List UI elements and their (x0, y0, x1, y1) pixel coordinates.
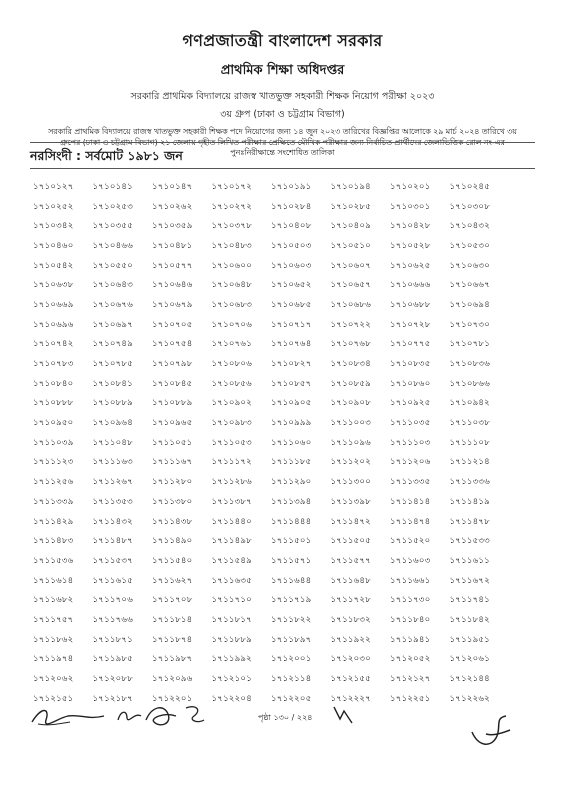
roll-number: ১৭১০২৭২ (211, 201, 252, 212)
roll-number: ১৭১০৬০৩ (271, 260, 312, 271)
roll-number: ১৭১০৬৮৩ (211, 299, 252, 310)
roll-number: ১৭১১৩৯৮ (330, 496, 371, 507)
roll-number: ১৭১০৭৬৮ (330, 339, 371, 350)
roll-number: ১৭১১৭৬৬ (92, 614, 133, 625)
roll-number: ১৭১২২০১ (152, 693, 193, 704)
roll-number: ১৭১১৩০০ (330, 477, 371, 488)
table-row (33, 236, 533, 256)
roll-number: ১৭১০৭৪৯ (92, 339, 133, 350)
roll-number: ১৭১১৭২৮ (330, 595, 371, 606)
roll-number: ১৭১১১৬৩ (92, 457, 133, 468)
roll-number: ১৭১০৬৪৩ (92, 280, 133, 291)
roll-number: ১৭১০৬০৭ (330, 260, 371, 271)
roll-number: ১৭১০২৮৫ (330, 201, 371, 212)
roll-number: ১৭১১৪২৯ (33, 516, 74, 527)
roll-number-table (33, 177, 533, 709)
roll-number: ১৭১০২৮৪ (271, 201, 312, 212)
roll-number: ১৭১১৭১০ (211, 595, 252, 606)
roll-number: ১৭১০৫৭৭ (152, 260, 193, 271)
roll-number: ১৭১০৬৬৯ (33, 299, 74, 310)
roll-number: ১৭১০৬৭৬ (92, 299, 133, 310)
roll-number: ১৭১০৭০৬ (211, 319, 252, 330)
roll-number: ১৭১১৬৪৪ (271, 575, 312, 586)
roll-number: ১৭১১৯৫১ (449, 634, 490, 645)
roll-number: ১৭১১৬৩৫ (211, 575, 252, 586)
table-row (33, 669, 533, 689)
roll-number: ১৭১০৮৮৯ (152, 398, 193, 409)
roll-number: ১৭১১৫৭১ (271, 555, 312, 566)
roll-number: ১৭১১০০৩ (330, 418, 371, 429)
roll-number: ১৭১১৩৩৬ (449, 477, 490, 488)
group-title: ৩য় গ্রুপ (ঢাকা ও চট্টগ্রাম বিভাগ) (220, 109, 345, 120)
roll-number: ১৭১০৮২৭ (271, 359, 312, 370)
roll-number: ১৭১১৮৬২ (33, 634, 74, 645)
roll-number: ১৭১১৫২০ (390, 536, 431, 547)
roll-number: ১৭১১৩৫৩ (92, 496, 133, 507)
department-title: প্রাথমিক শিক্ষা অধিদপ্তর (220, 63, 345, 78)
roll-number: ১৭১০৮৩৫ (390, 359, 431, 370)
roll-number: ১৭১০৩৪২ (33, 221, 74, 232)
table-row (33, 374, 533, 394)
roll-number: ১৭১০৯৫০ (33, 418, 74, 429)
roll-number: ১৭১১৮২২ (271, 614, 312, 625)
roll-number: ১৭১০২৫৩ (92, 201, 133, 212)
table-row (33, 315, 533, 335)
roll-number: ১৭১১০৩৮ (449, 418, 490, 429)
roll-number: ১৭১০৮৩৪ (330, 359, 371, 370)
roll-number: ১৭১০৪০৯ (330, 221, 371, 232)
roll-number: ১৭১১২৬৭ (92, 477, 133, 488)
roll-number: ১৭১০৯০৫ (271, 398, 312, 409)
roll-number: ১৭১০১৪১ (92, 181, 133, 192)
roll-number: ১৭১১৪১৪ (390, 496, 431, 507)
roll-number: ১৭১২১১৪ (271, 674, 312, 685)
roll-number: ১৭১১২০৬ (390, 457, 431, 468)
roll-number: ১৭১২১৫১ (33, 693, 74, 704)
roll-number: ১৭১০১২৭ (33, 181, 74, 192)
roll-number: ১৭১১৩৮০ (152, 496, 193, 507)
section-title: নরসিংদী : সর্বমোট ১৯৮১ জন (30, 148, 183, 163)
roll-number: ১৭১২০৮৮ (92, 674, 133, 685)
roll-number: ১৭১১৯৭৪ (33, 654, 74, 665)
roll-number: ১৭১০৭২৮ (390, 319, 431, 330)
roll-number: ১৭১০৮৮৯ (92, 398, 133, 409)
roll-number: ১৭১২২৬২ (449, 693, 490, 704)
table-row (33, 453, 533, 473)
roll-number: ১৭১১৬১৫ (92, 575, 133, 586)
roll-number: ১৭১১৪৭২ (330, 516, 371, 527)
signature-3 (142, 700, 182, 732)
roll-number: ১৭১১৩৮৭ (211, 496, 252, 507)
roll-number: ১৭১০৭৯৮ (152, 359, 193, 370)
roll-number: ১৭১০৯৮৩ (211, 418, 252, 429)
roll-number: ১৭১১৫০১ (271, 536, 312, 547)
roll-number: ১৭১১৫৩৬ (33, 555, 74, 566)
roll-number: ১৭১০৬৯৪ (449, 299, 490, 310)
roll-number: ১৭১১৮৪২ (449, 614, 490, 625)
roll-number: ১৭১১৯৮৫ (92, 654, 133, 665)
roll-number: ১৭১১০৪৮ (92, 437, 133, 448)
roll-number: ১৭১১০৫১ (152, 437, 193, 448)
roll-number: ১৭১১৫৪৯ (211, 555, 252, 566)
roll-number: ১৭১১৩৯৪ (271, 496, 312, 507)
roll-number: ১৭১১৭০৮ (152, 595, 193, 606)
roll-number: ১৭১১০৩৫ (390, 418, 431, 429)
roll-number: ১৭১১১২৩ (33, 457, 74, 468)
roll-number: ১৭১০৬৩০ (449, 260, 490, 271)
roll-number: ১৭১০২৬২ (152, 201, 193, 212)
roll-number: ১৭১২২০৫ (271, 693, 312, 704)
document-header (0, 0, 565, 159)
signature-2 (115, 706, 145, 728)
roll-number: ১৭১১৭১৯ (271, 595, 312, 606)
roll-number: ১৭১১৬৮২ (33, 595, 74, 606)
table-row (33, 295, 533, 315)
roll-number: ১৭১১৬৬১ (390, 575, 431, 586)
roll-number: ১৭১০৮৫৬ (211, 378, 252, 389)
roll-number: ১৭১০৬৬৭ (449, 280, 490, 291)
roll-number: ১৭১০৭২২ (330, 319, 371, 330)
roll-number: ১৭১১৯৮৭ (152, 654, 193, 665)
roll-number: ১৭১১৬০৩ (390, 555, 431, 566)
roll-number: ১৭১০৭৬৪ (271, 339, 312, 350)
table-row (33, 610, 533, 630)
roll-number: ১৭১০৭৬১ (211, 339, 252, 350)
roll-number: ১৭১০৫২৮ (390, 240, 431, 251)
page-number: পৃষ্ঠা ১৩০ / ২২৪ (258, 713, 313, 722)
roll-number: ১৭১২০৬১ (449, 654, 490, 665)
roll-number: ১৭১০৯০২ (211, 398, 252, 409)
roll-number: ১৭১০২৫২ (33, 201, 74, 212)
roll-number: ১৭১১৪৭৪ (390, 516, 431, 527)
roll-number: ১৭১১৬৭২ (449, 575, 490, 586)
exam-title: সরকারি প্রাথমিক বিদ্যালয়ে রাজস্ব খাতভুক্ত সহকারী শিক্ষক নিয়োগ পরীক্ষা ২০২৩ (130, 91, 435, 102)
signature-4 (182, 702, 208, 728)
roll-number: ১৭১২১০১ (211, 674, 252, 685)
roll-number: ১৭১১৭৫৭ (33, 614, 74, 625)
roll-number: ১৭১০৬৮৬ (330, 299, 371, 310)
roll-number: ১৭১০৭৮৫ (92, 359, 133, 370)
roll-number: ১৭১১১৮৫ (271, 457, 312, 468)
roll-number: ১৭১১৮১৪ (152, 614, 193, 625)
roll-number: ১৭১০৭১৭ (271, 319, 312, 330)
roll-number: ১৭১১৪৯০ (152, 536, 193, 547)
roll-number: ১৭১০৬৭৯ (152, 299, 193, 310)
roll-number: ১৭১০৮৫৯ (330, 378, 371, 389)
table-row (33, 650, 533, 670)
roll-number: ১৭১১৫৪০ (152, 555, 193, 566)
roll-number: ১৭১২২৫১ (390, 693, 431, 704)
roll-number: ১৭১১০৬০ (271, 437, 312, 448)
roll-number: ১৭১১৩৩৯ (33, 496, 74, 507)
roll-number: ১৭১০১৯১ (271, 181, 312, 192)
roll-number: ১৭১১৫৩৩ (449, 536, 490, 547)
roll-number: ১৭১০৪০৮ (271, 221, 312, 232)
roll-number: ১৭১০৭৪২ (33, 339, 74, 350)
roll-number: ১৭১০৬৮৫ (271, 299, 312, 310)
roll-number: ১৭১২১৮৭ (92, 693, 133, 704)
roll-number: ১৭১১২৮৬ (211, 477, 252, 488)
roll-number: ১৭১১৮৭১ (92, 634, 133, 645)
roll-number: ১৭১০৫৪২ (33, 260, 74, 271)
roll-number: ১৭১২২০৪ (211, 693, 252, 704)
roll-number: ১৭১০৭০৫ (152, 319, 193, 330)
table-row (33, 571, 533, 591)
roll-number: ১৭১১২৫৬ (33, 477, 74, 488)
roll-number: ১৭১০৩০১ (390, 201, 431, 212)
table-row (33, 590, 533, 610)
roll-number: ১৭১০৮৮৮ (33, 398, 74, 409)
roll-number: ১৭১০৪৬৬ (92, 240, 133, 251)
roll-number: ১৭১০৪৬০ (33, 240, 74, 251)
roll-number: ১৭১০৪৮১ (152, 240, 193, 251)
divider-section (30, 168, 535, 169)
roll-number: ১৭১১৬১১ (449, 555, 490, 566)
table-row (33, 256, 533, 276)
government-title: গণপ্রজাতন্ত্রী বাংলাদেশ সরকার (182, 31, 383, 50)
table-row (33, 216, 533, 236)
roll-number: ১৭১০৭৮১ (449, 339, 490, 350)
roll-number: ১৭১১১০৩ (390, 437, 431, 448)
roll-number: ১৭১১০৯৬ (330, 437, 371, 448)
roll-number: ১৭১০৯৪২ (449, 398, 490, 409)
roll-number: ১৭১২১৪৪ (449, 674, 490, 685)
roll-number: ১৭১১১৬৭ (152, 457, 193, 468)
roll-number: ১৭১০২৪৫ (449, 181, 490, 192)
table-row (33, 472, 533, 492)
roll-number: ১৭১০৯৬৫ (152, 418, 193, 429)
signature-5 (330, 703, 356, 727)
table-row (33, 413, 533, 433)
roll-number: ১৭১০৬৬৬ (390, 280, 431, 291)
roll-number: ১৭১০৩৫৯ (152, 221, 193, 232)
roll-number: ১৭১২২২৭ (330, 693, 371, 704)
roll-number: ১৭১০৮৬০ (390, 378, 431, 389)
roll-number: ১৭১০৮৪৫ (152, 378, 193, 389)
roll-number: ১৭১১২৯০ (271, 477, 312, 488)
roll-number: ১৭১১৪৪০ (211, 516, 252, 527)
roll-number: ১৭১১৭৩০ (390, 595, 431, 606)
table-row (33, 197, 533, 217)
roll-number: ১৭১১৮৩২ (330, 614, 371, 625)
roll-number: ১৭১২০০১ (271, 654, 312, 665)
table-row (33, 551, 533, 571)
roll-number: ১৭১১৬১৪ (33, 575, 74, 586)
roll-number: ১৭১১৮৪০ (390, 614, 431, 625)
roll-number: ১৭১০৮৪১ (92, 378, 133, 389)
roll-number: ১৭১১৪১৯ (449, 496, 490, 507)
roll-number: ১৭১১৫৭৭ (330, 555, 371, 566)
roll-number: ১৭১০৬৫২ (271, 280, 312, 291)
roll-number: ১৭১১৪৮৩ (33, 536, 74, 547)
roll-number: ১৭১০৮৩৬ (449, 359, 490, 370)
roll-number: ১৭১০৮৫৭ (271, 378, 312, 389)
roll-number: ১৭১০৬৫৭ (330, 280, 371, 291)
roll-number: ১৭১০৮০৬ (211, 359, 252, 370)
roll-number: ১৭১১৩৩৫ (390, 477, 431, 488)
roll-number: ১৭১০৬৩৮ (33, 280, 74, 291)
roll-number: ১৭১১২৮০ (152, 477, 193, 488)
roll-number: ১৭১১৪৭৮ (449, 516, 490, 527)
roll-number: ১৭১০৮৬৬ (449, 378, 490, 389)
roll-number: ১৭১২১২৭ (390, 674, 431, 685)
roll-number: ১৭১০৪৮৩ (211, 240, 252, 251)
roll-number: ১৭১০৬৯৬ (33, 319, 74, 330)
roll-number: ১৭১০৫০৩ (271, 240, 312, 251)
roll-number: ১৭১০৪৩২ (449, 221, 490, 232)
table-row (33, 394, 533, 414)
roll-number: ১৭১১৬২৭ (152, 575, 193, 586)
roll-number: ১৭১১২০২ (330, 457, 371, 468)
roll-number: ১৭১০১৭২ (211, 181, 252, 192)
roll-number: ১৭১০৭৮৩ (33, 359, 74, 370)
roll-number: ১৭১১৫০৫ (330, 536, 371, 547)
signature-1 (28, 700, 108, 734)
roll-number: ১৭১০৭৩০ (449, 319, 490, 330)
roll-number: ১৭১০৬৯৭ (92, 319, 133, 330)
roll-number: ১৭১১৫৩৭ (92, 555, 133, 566)
roll-number: ১৭১১৯৪১ (390, 634, 431, 645)
roll-number: ১৭১১৪৩২ (92, 516, 133, 527)
roll-number: ১৭১০৬৪৮ (211, 280, 252, 291)
roll-number: ১৭১১১৭২ (211, 457, 252, 468)
table-row (33, 275, 533, 295)
roll-number: ১৭১১৯২২ (330, 634, 371, 645)
signature-6 (466, 712, 516, 752)
roll-number: ১৭১২১৫৫ (330, 674, 371, 685)
roll-number: ১৭১০৬০০ (211, 260, 252, 271)
roll-number: ১৭১০৯২৫ (390, 398, 431, 409)
roll-number: ১৭১০১৯৪ (330, 181, 371, 192)
table-row (33, 512, 533, 532)
roll-number: ১৭১০৬২৫ (390, 260, 431, 271)
roll-number: ১৭১০৫৩০ (449, 240, 490, 251)
roll-number: ১৭১১২১৪ (449, 457, 490, 468)
roll-number: ১৭১১৬৪৮ (330, 575, 371, 586)
roll-number: ১৭১২০৫২ (390, 654, 431, 665)
table-row (33, 335, 533, 355)
roll-number: ১৭১০৩৭৮ (211, 221, 252, 232)
roll-number: ১৭১০৪২৮ (390, 221, 431, 232)
roll-number: ১৭১০৬৪৬ (152, 280, 193, 291)
roll-number: ১৭১০১৪৭ (152, 181, 193, 192)
table-row (33, 354, 533, 374)
roll-number: ১৭১১০৩৯ (33, 437, 74, 448)
roll-number: ১৭১০৬৮৮ (390, 299, 431, 310)
table-row (33, 630, 533, 650)
roll-number: ১৭১১৯৯২ (211, 654, 252, 665)
table-row (33, 689, 533, 709)
roll-number: ১৭১১১০৮ (449, 437, 490, 448)
roll-number: ১৭১০৭৫৪ (152, 339, 193, 350)
roll-number: ১৭১০৯৬৪ (92, 418, 133, 429)
roll-number: ১৭১০৯৯৯ (271, 418, 312, 429)
table-row (33, 492, 533, 512)
roll-number: ১৭১২০৬২ (33, 674, 74, 685)
table-row (33, 433, 533, 453)
roll-number: ১৭১১৪৪৪ (271, 516, 312, 527)
roll-number: ১৭১১৮৭৪ (152, 634, 193, 645)
table-row (33, 177, 533, 197)
notice-text: সরকারি প্রাথমিক বিদ্যালয়ে রাজস্ব খাতভুক্ত সহকারী শিক্ষক পদে নিয়োগের জন্য ১৪ জুন ২০২৩ তারিখের বিজ্ঞপ্তির আলোকে ২৯ মার্চ ২০২৪ তারিখে ৩য় গ্রুপের (ঢাকা ও চট্টগ্রাম বিভাগ) ২১ জেলায় গৃহীত লিখিত পরীক্ষার প্রেক্ষিতে মৌখিক পরীক্ষার জন্য নির্বাচিত প্রার্থীদের জেলাভিত্তিক রোল নং-এর পুনঃনিরীক্ষান্তে সংশোধিত তালিকা (48, 127, 517, 158)
roll-number: ১৭১২০৩০ (330, 654, 371, 665)
roll-number: ১৭১০৩৫৫ (92, 221, 133, 232)
roll-number: ১৭১০৯০৮ (330, 398, 371, 409)
roll-number: ১৭১০৫৫০ (92, 260, 133, 271)
roll-number: ১৭১১৭৪১ (449, 595, 490, 606)
roll-number: ১৭১১০৫৩ (211, 437, 252, 448)
roll-number: ১৭১০৮৪০ (33, 378, 74, 389)
roll-number: ১৭১০৩০৮ (449, 201, 490, 212)
roll-number: ১৭১১৮৯৭ (271, 634, 312, 645)
roll-number: ১৭১১৪৩৮ (152, 516, 193, 527)
roll-number: ১৭১১৮৮৯ (211, 634, 252, 645)
table-row (33, 531, 533, 551)
roll-number: ১৭১০৭৭৫ (390, 339, 431, 350)
roll-number: ১৭১১৮১৭ (211, 614, 252, 625)
roll-number: ১৭১২০৯৬ (152, 674, 193, 685)
roll-number: ১৭১১৭০৬ (92, 595, 133, 606)
roll-number: ১৭১১৪৯৮ (211, 536, 252, 547)
divider-top (30, 142, 535, 143)
roll-number: ১৭১০২০১ (390, 181, 431, 192)
roll-number: ১৭১০৫১০ (330, 240, 371, 251)
roll-number: ১৭১১৪৮৭ (92, 536, 133, 547)
